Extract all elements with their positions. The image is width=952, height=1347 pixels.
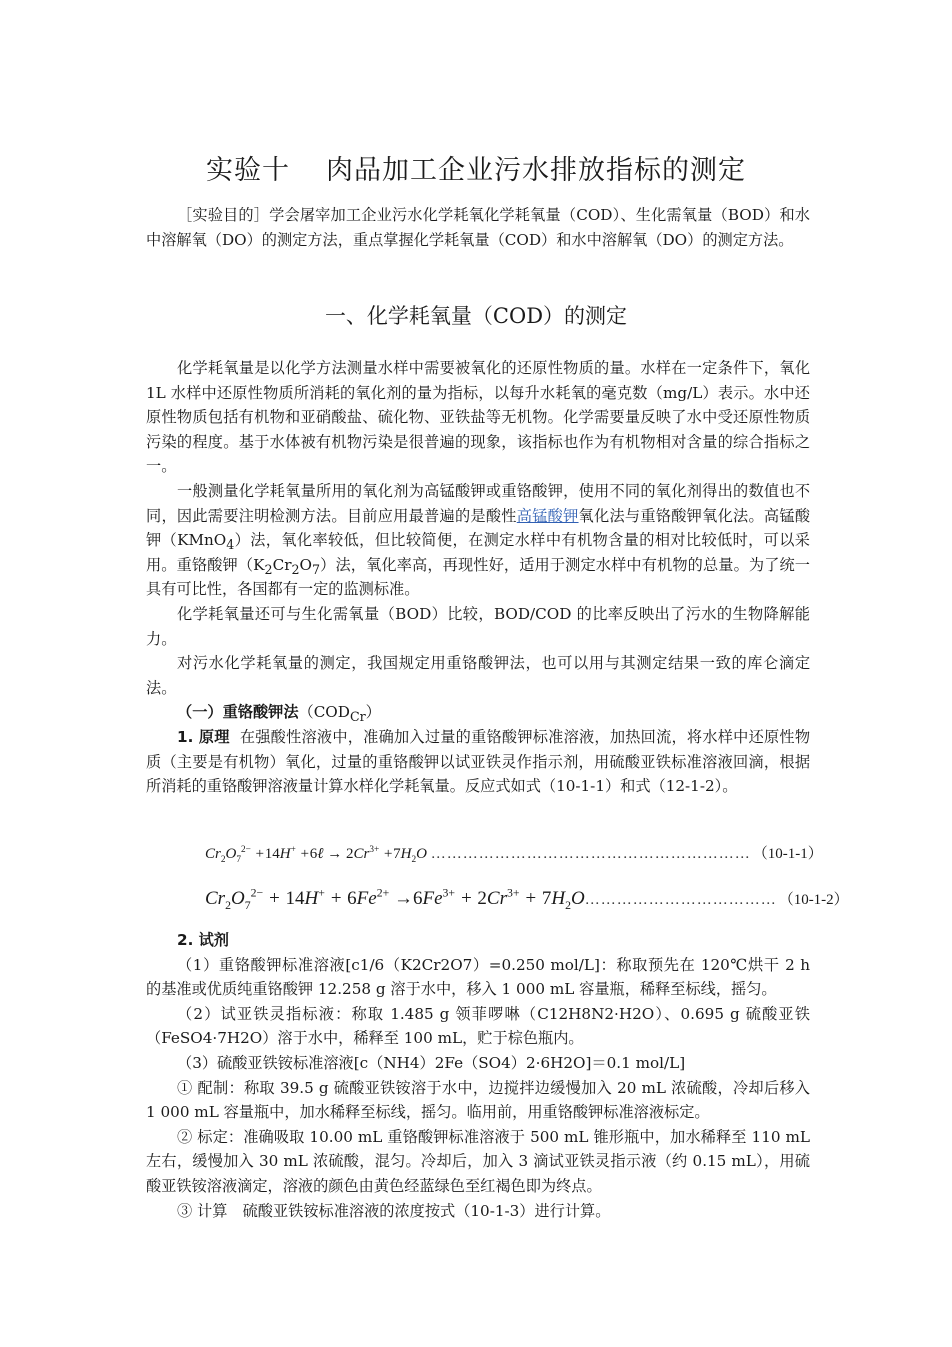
reagents-block [146, 928, 810, 1223]
subsection-heading-dichromate: （一）重铬酸钾法$(COD_{Cr})$ [177, 703, 381, 725]
experiment-number: 实验十 [206, 155, 290, 186]
equation-number-1: （10-1-1） [752, 846, 823, 862]
paragraph-principle: 1. 原理 在强酸性溶液中，准确加入过量的重铬酸钾标准溶液，加热回流，将水样中还原性物质（主要是有机物）氧化，过量的重铬酸钾以试亚铁灵作指示剂，用硫酸亚铁标准溶液回滴，根据所消耗的重铬酸钾溶液量计算水样化学耗氧量。反应式如式（10-1-1）和式（12-1-2）。 [146, 727, 811, 796]
purpose-block [146, 203, 810, 252]
step-calculation: ③ 计算 硫酸亚铁铵标准溶液的浓度按式（10-1-3）进行计算。 [177, 1201, 611, 1220]
purpose-text: 学会屠宰加工企业污水化学耗氧化学耗氧量（COD）、生化需氧量（BOD）和水中溶解氧（DO）的测定方法，重点掌握化学耗氧量（COD）和水中溶解氧（DO）的测定方法。 [146, 206, 810, 249]
section-heading-cod: 一、化学耗氧量（COD）的测定 [324, 304, 628, 328]
principle-label: 1. 原理 [177, 727, 230, 746]
reagent-1: （1）重铬酸钾标准溶液[c1/6（K2Cr2O7）=0.250 mol/L]：称取预先在 120℃烘干 2 h 的基准或优质纯重铬酸钾 12.258 g 溶于水中，移入 1 000 mL 容量瓶，稀释至标线，摇匀。 [146, 955, 810, 999]
paragraph-cod-definition: 化学耗氧量是以化学方法测量水样中需要被氧化的还原性物质的量。水样在一定条件下，氧化 1L 水样中还原性物质所消耗的氧化剂的量为指标，以每升水耗氧的毫克数（mg/L）表示。水中还原性物质包括有机物和亚硝酸盐、硫化物、亚铁盐等无机物。化学需要量反映了水中受还原性物质污染的程度。基于水体被有机物污染是很普遍的现象，该指标也作为有机物相对含量的综合指标之一。 [146, 359, 810, 476]
reagents-heading: 2. 试剂 [177, 931, 229, 949]
page-title [0, 148, 952, 187]
equation-number-2: （10-1-2） [778, 892, 849, 908]
paragraph-national-method: 对污水化学耗氧量的测定，我国规定用重铬酸钾法，也可以用与其测定结果一致的库仑滴定法。 [146, 654, 810, 697]
purpose-label: ［实验目的］ [177, 206, 270, 224]
reagent-3: （3）硫酸亚铁铵标准溶液[c（NH4）2Fe（SO4）2·6H2O]＝0.1 mol/L] [177, 1053, 686, 1072]
equation-10-1-2: $Cr_2O_7^{2-} + 14H^+ + 6Fe^{2+} \to 6Fe^{3+} + 2Cr^{3+} + 7H_2O$ ……………………………… （10-1-2） [205, 886, 849, 912]
paragraph-bod-cod: 化学耗氧量还可与生化需氧量（BOD）比较，BOD/COD 的比率反映出了污水的生物降解能力。 [146, 604, 810, 648]
main-body [146, 356, 810, 799]
step-preparation: ① 配制：称取 39.5 g 硫酸亚铁铵溶于水中，边搅拌边缓慢加入 20 mL 浓硫酸，冷却后移入 1 000 mL 容量瓶中，加水稀释至标线，摇匀。临用前，用重铬酸钾标准溶液标定。 [146, 1078, 810, 1122]
step-calibration: ② 标定：准确吸取 10.00 mL 重铬酸钾标准溶液于 500 mL 锥形瓶中，加水稀释至 110 mL 左右，缓慢加入 30 mL 浓硫酸，混匀。冷却后，加入 3 滴试亚铁灵指示液（约 0.15 mL），用硫酸亚铁铵溶液滴定，溶液的颜色由黄色经蓝绿色至红褐色即为终点。 [146, 1127, 810, 1195]
link-potassium-permanganate[interactable]: 高锰酸钾 [516, 506, 579, 525]
reagent-2: （2）试亚铁灵指标液：称取 1.485 g 领菲啰啉（C12H8N2·H2O）、0.695 g 硫酸亚铁（FeSO4·7H2O）溶于水中，稀释至 100 mL，贮于棕色瓶内。 [146, 1004, 810, 1048]
paragraph-oxidants: 一般测量化学耗氧量所用的氧化剂为高锰酸钾或重铬酸钾，使用不同的氧化剂得出的数值也不同，因此需要注明检测方法。目前应用最普遍的是酸性高锰酸钾氧化法与重铬酸钾氧化法。高锰酸钾（KMnO$_4$）法，氧化率较低，但比较简便，在测定水样中有机物含量的相对比较低时，可以采用。重铬酸钾$(K_2Cr_2O_7)$法，氧化率高，再现性好，适用于测定水样中有机物的总量。为了统一具有可比性，各国都有一定的监测标准。 [146, 481, 811, 599]
equation-10-1-1: $Cr_2O_7^{2-} +14H^+$ +6ℓ → $2Cr^{3+} +7H_2O$ …………………………………………………… （10-1-1） [205, 842, 810, 863]
experiment-title: 肉品加工企业污水排放指标的测定 [326, 155, 746, 186]
